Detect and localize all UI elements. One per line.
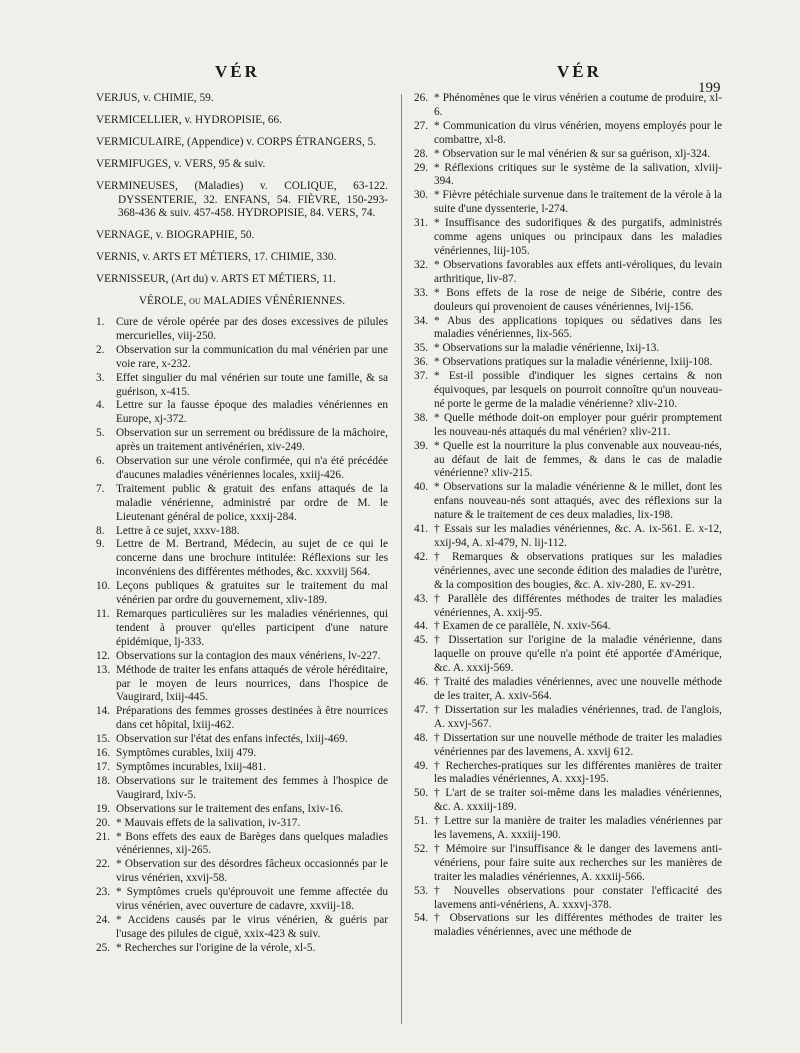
item-text: † Dissertation sur l'origine de la maladie vénérienne, dans laquelle on prouve qu'elle n'a point été apportée d'Amérique, &c. A. xxxij-569. [434,634,722,675]
item-text: * Observations favorables aux effets anti-véroliques, du levain arthritique, liv-87. [434,258,722,285]
item-text: * Phénomènes que le virus vénérien a coutume de produire, xl-6. [434,92,722,118]
item-text: * Bons effets des eaux de Barèges dans quelques maladies vénériennes, xij-265. [116,830,388,857]
list-item [414,885,722,913]
list-item [414,370,722,412]
item-text: † Recherches-pratiques sur les différentes manières de traiter les maladies vénériennes, A. xxxj-195. [434,759,722,786]
list-item [414,760,722,788]
item-number: 13. [96,663,111,676]
list-item [96,858,388,886]
item-number: 28. [414,147,429,160]
item-text: * Abus des applications topiques ou sédatives dans les maladies vénériennes, lix-565. [434,314,722,341]
list-item [96,705,388,733]
item-number: 54. [414,912,429,925]
item-number: 19. [96,802,111,815]
item-text: Observation sur l'état des enfans infectés, lxiij-469. [116,733,348,746]
running-head-right: VÉR [557,62,602,81]
list-item [414,634,722,676]
list-item [96,942,388,956]
item-text: * Observations sur la maladie vénérienne, lxij-13. [434,342,660,355]
index-entry: VERNAGE, v. BIOGRAPHIE, 50. [96,229,255,242]
left-column [96,92,388,956]
list-item [414,148,722,162]
item-text: Lettre à ce sujet, xxxv-188. [116,524,240,537]
item-number: 49. [414,759,429,772]
item-text: Traitement public & gratuit des enfans attaqués de la maladie vénérienne, administré par ordre de M. le Lieutenant général de police, xxxij-284. [116,482,388,523]
item-text: Lettre sur la fausse époque des maladies vénériennes en Europe, xj-372. [116,399,388,426]
list-item [96,817,388,831]
list-item [96,399,388,427]
item-number: 48. [414,731,429,744]
item-number: 32. [414,258,429,271]
list-item [96,775,388,803]
item-text: † Essais sur les maladies vénériennes, &c. A. ix-561. E. x-12, xxij-94, A. xl-479, N. lij-112. [434,523,722,549]
item-text: * Observations pratiques sur la maladie vénérienne, lxiij-108. [434,356,713,369]
item-number: 53. [414,884,429,897]
item-number: 10. [96,580,111,593]
item-number: 47. [414,703,429,716]
list-item [96,803,388,817]
list-item [414,912,722,940]
item-text: Préparations des femmes grosses destinées à être nourrices dans cet hôpital, lxiij-462. [116,705,388,732]
page-number: 199 [698,80,721,96]
item-number: 23. [96,886,111,899]
item-text: * Insuffisance des sudorifiques & des purgatifs, administrés comme agens uniques ou principaux dans les maladies vénériennes, liij-105. [434,217,722,257]
list-item [96,455,388,483]
item-text: † Mémoire sur l'insuffisance & le danger des lavemens anti-vénériens, pour faire suite aux recherches sur les manières de traiter les maladies vénériennes, A. xxxiij-566. [434,842,722,883]
item-text: * Mauvais effets de la salivation, iv-317. [116,816,301,829]
item-number: 25. [96,941,111,954]
item-number: 17. [96,760,111,773]
item-number: 38. [414,411,429,424]
item-text: Méthode de traiter les enfans attaqués de vérole héréditaire, par le moyen de leurs nourrices, dans l'hospice de Vaugirard, lxiij-445. [116,663,388,704]
item-number: 3. [96,371,105,384]
list-item [96,761,388,775]
item-text: Cure de vérole opérée par des doses excessives de pilules mercurielles, viij-250. [116,315,388,342]
list-item [414,787,722,815]
item-number: 44. [414,620,429,633]
list-item [96,525,388,539]
index-entry: VERMINEUSES, (Maladies) v. COLIQUE, 63-122. DYSSENTERIE, 32. ENFANS, 54. FIÈVRE, 150-293-368-436 & suiv. 457-458. HYDROPISIE, 84. VERS, 74. [96,179,388,220]
item-number: 7. [96,482,105,495]
list-item [414,120,722,148]
list-item [414,843,722,885]
list-item [414,287,722,315]
item-number: 43. [414,592,429,605]
list-item [96,886,388,914]
list-item [414,676,722,704]
item-number: 26. [414,92,429,104]
item-number: 20. [96,816,111,829]
item-number: 50. [414,787,429,800]
list-item [414,92,722,120]
item-number: 16. [96,747,111,760]
item-text: † Traité des maladies vénériennes, avec une nouvelle méthode de les traiter, A. xxiv-564. [434,676,722,702]
column-divider [401,94,402,1024]
list-item [414,704,722,732]
list-item [414,551,722,593]
numbered-list-right [414,92,722,940]
item-text: * Réflexions critiques sur le système de la salivation, xlviij-394. [434,161,722,188]
index-entry: VERMICELLIER, v. HYDROPISIE, 66. [96,113,282,126]
list-item [414,523,722,551]
index-entries [96,92,388,287]
item-number: 12. [96,649,111,662]
item-number: 1. [96,315,105,328]
item-number: 2. [96,343,105,356]
item-text: * Fièvre pétéchiale survenue dans le traitement de la vérole à la suite d'une dyssenterie, l-274. [434,189,722,216]
item-number: 36. [414,356,429,369]
section-subheading: VÉROLE, ou MALADIES VÉNÉRIENNES. [138,295,346,308]
item-number: 51. [414,815,429,828]
item-number: 39. [414,439,429,452]
item-number: 5. [96,427,105,440]
item-text: † Parallèle des différentes méthodes de traiter les maladies vénériennes, A. xxij-95. [434,592,722,619]
list-item [96,650,388,664]
item-text: * Quelle méthode doit-on employer pour guérir promptement les nouveau-nés attaqués du mal vénérien? xliv-211. [434,411,722,438]
list-item [96,538,388,580]
running-head-left: VÉR [215,62,260,81]
item-text: Effet singulier du mal vénérien sur toute une famille, & sa guérison, x-415. [116,371,388,398]
item-text: * Symptômes cruels qu'éprouvoit une femme affectée du virus vénérien, avec ouverture de cadavre, xxviij-18. [116,886,388,913]
item-text: * Observations sur la maladie vénérienne & le millet, dont les enfans nouveau-nés sont attaqués, avec des réflexions sur la nature & le traitement de ces deux maladies, lix-198. [434,481,722,522]
item-text: † L'art de se traiter soi-même dans les maladies vénériennes, &c. A. xxxiij-189. [434,787,722,814]
item-text: † Dissertation sur une nouvelle méthode de traiter les maladies vénériennes par des lavemens, A. xxvij 612. [434,731,722,758]
item-number: 14. [96,705,111,718]
list-item [414,732,722,760]
item-number: 21. [96,830,111,843]
list-item [96,483,388,525]
item-text: Observation sur un serrement ou brédissure de la mâchoire, après un traitement antivénérien, xiv-249. [116,427,388,454]
item-text: * Est-il possible d'indiquer les signes certains & non équivoques, par lesquels on pourroit connoître qu'un nouveau-né porte le germe de la maladie vénérienne? xliv-210. [434,370,722,410]
item-number: 11. [96,608,110,620]
item-number: 4. [96,399,105,412]
list-item [414,342,722,356]
item-text: Remarques particulières sur les maladies vénériennes, qui tendent à prouver qu'elles participent d'une nature épidémique, lj-333. [116,608,388,648]
list-item [96,747,388,761]
index-entry: VERNISSEUR, (Art du) v. ARTS ET MÉTIERS, 11. [96,273,336,286]
list-item [96,372,388,400]
list-item [96,914,388,942]
item-number: 34. [414,314,429,327]
item-number: 8. [96,524,105,537]
item-text: Symptômes incurables, lxiij-481. [116,760,266,773]
list-item [96,831,388,859]
item-text: * Recherches sur l'origine de la vérole, xl-5. [116,941,316,954]
item-text: * Observation sur des désordres fâcheux occasionnés par le virus vénérien, xxvij-58. [116,858,388,885]
list-item [414,481,722,523]
item-text: * Bons effets de la rose de neige de Sibérie, contre des douleurs qui provenoient de causes vénériennes, lvij-156. [434,286,722,313]
item-number: 27. [414,119,429,132]
item-text: † Dissertation sur les maladies vénériennes, trad. de l'anglois, A. xxvj-567. [434,703,722,730]
list-item [414,162,722,190]
item-text: † Lettre sur la manière de traiter les maladies vénériennes par les lavemens, A. xxxiij-190. [434,815,722,842]
item-text: Observation sur une vérole confirmée, qui n'a été précédée d'aucunes maladies vénériennes locales, xxiij-426. [116,455,388,481]
list-item [96,608,388,650]
item-text: † Observations sur les différentes méthodes de traiter les maladies vénériennes, avec une méthode de [434,912,722,939]
right-column [414,92,722,940]
list-item [414,815,722,843]
list-item [96,427,388,455]
index-entry: VERJUS, v. CHIMIE, 59. [96,92,214,104]
item-text: Observations sur le traitement des femmes à l'hospice de Vaugirard, lxiv-5. [116,774,388,801]
item-text: * Accidens causés par le virus vénérien, & guéris par l'usage des pilules de ciguë, xxix-423 & suiv. [116,913,388,940]
list-item [414,593,722,621]
item-number: 45. [414,634,429,647]
item-text: Observations sur la contagion des maux vénériens, lv-227. [116,649,381,662]
list-item [414,259,722,287]
item-number: 15. [96,733,111,746]
item-text: * Observation sur le mal vénérien & sur sa guérison, xlj-324. [434,147,711,160]
list-item [96,316,388,344]
item-text: † Examen de ce parallèle, N. xxiv-564. [434,620,611,633]
list-item [96,664,388,706]
item-number: 6. [96,455,105,468]
item-number: 40. [414,481,429,494]
item-number: 18. [96,774,111,787]
item-text: * Quelle est la nourriture la plus convenable aux nouveau-nés, au défaut de lait de femmes, & dans le cas de maladie vénérienne? xliv-215. [434,439,722,480]
item-number: 29. [414,161,429,174]
item-text: * Communication du virus vénérien, moyens employés pour le combattre, xl-8. [434,119,722,146]
item-text: Lettre de M. Bertrand, Médecin, au sujet de ce qui le concerne dans une brochure intitulée: Réflexions sur les inconvéniens des différentes méthodes, &c. xxxviij 564. [116,538,388,579]
list-item [414,440,722,482]
item-number: 35. [414,342,429,355]
item-number: 9. [96,538,105,551]
item-number: 52. [414,842,429,855]
item-text: Leçons publiques & gratuites sur le traitement du mal vénérien par ordre du gouvernement, xliv-189. [116,580,388,607]
list-item [414,315,722,343]
index-entry: VERNIS, v. ARTS ET MÉTIERS, 17. CHIMIE, 330. [96,251,337,264]
list-item [414,217,722,259]
item-text: Symptômes curables, lxiij 479. [116,747,257,760]
index-entry: VERMICULAIRE, (Appendice) v. CORPS ÉTRANGERS, 5. [96,135,377,148]
list-item [414,412,722,440]
item-text: † Nouvelles observations pour constater l'efficacité des lavemens anti-vénériens, A. xxxvj-378. [434,884,722,911]
item-number: 46. [414,676,429,689]
numbered-list-left [96,316,388,956]
item-number: 33. [414,286,429,299]
item-number: 41. [414,523,429,536]
index-entry: VERMIFUGES, v. VERS, 95 & suiv. [96,157,266,170]
item-number: 42. [414,550,429,563]
item-text: † Remarques & observations pratiques sur les maladies vénériennes, avec une seconde édition des maladies de l'urètre, & la composition des bougies, &c. A. xiv-280, E. xv-291. [434,550,722,591]
list-item [96,580,388,608]
item-text: Observation sur la communication du mal vénérien par une voie rare, x-232. [116,343,388,370]
item-number: 24. [96,913,111,926]
list-item [414,189,722,217]
list-item [96,733,388,747]
item-number: 31. [414,217,429,230]
item-number: 37. [414,370,429,383]
item-number: 22. [96,858,111,871]
item-text: Observations sur le traitement des enfans, lxiv-16. [116,802,344,815]
item-number: 30. [414,189,429,202]
list-item [414,356,722,370]
list-item [96,344,388,372]
list-item [414,620,722,634]
